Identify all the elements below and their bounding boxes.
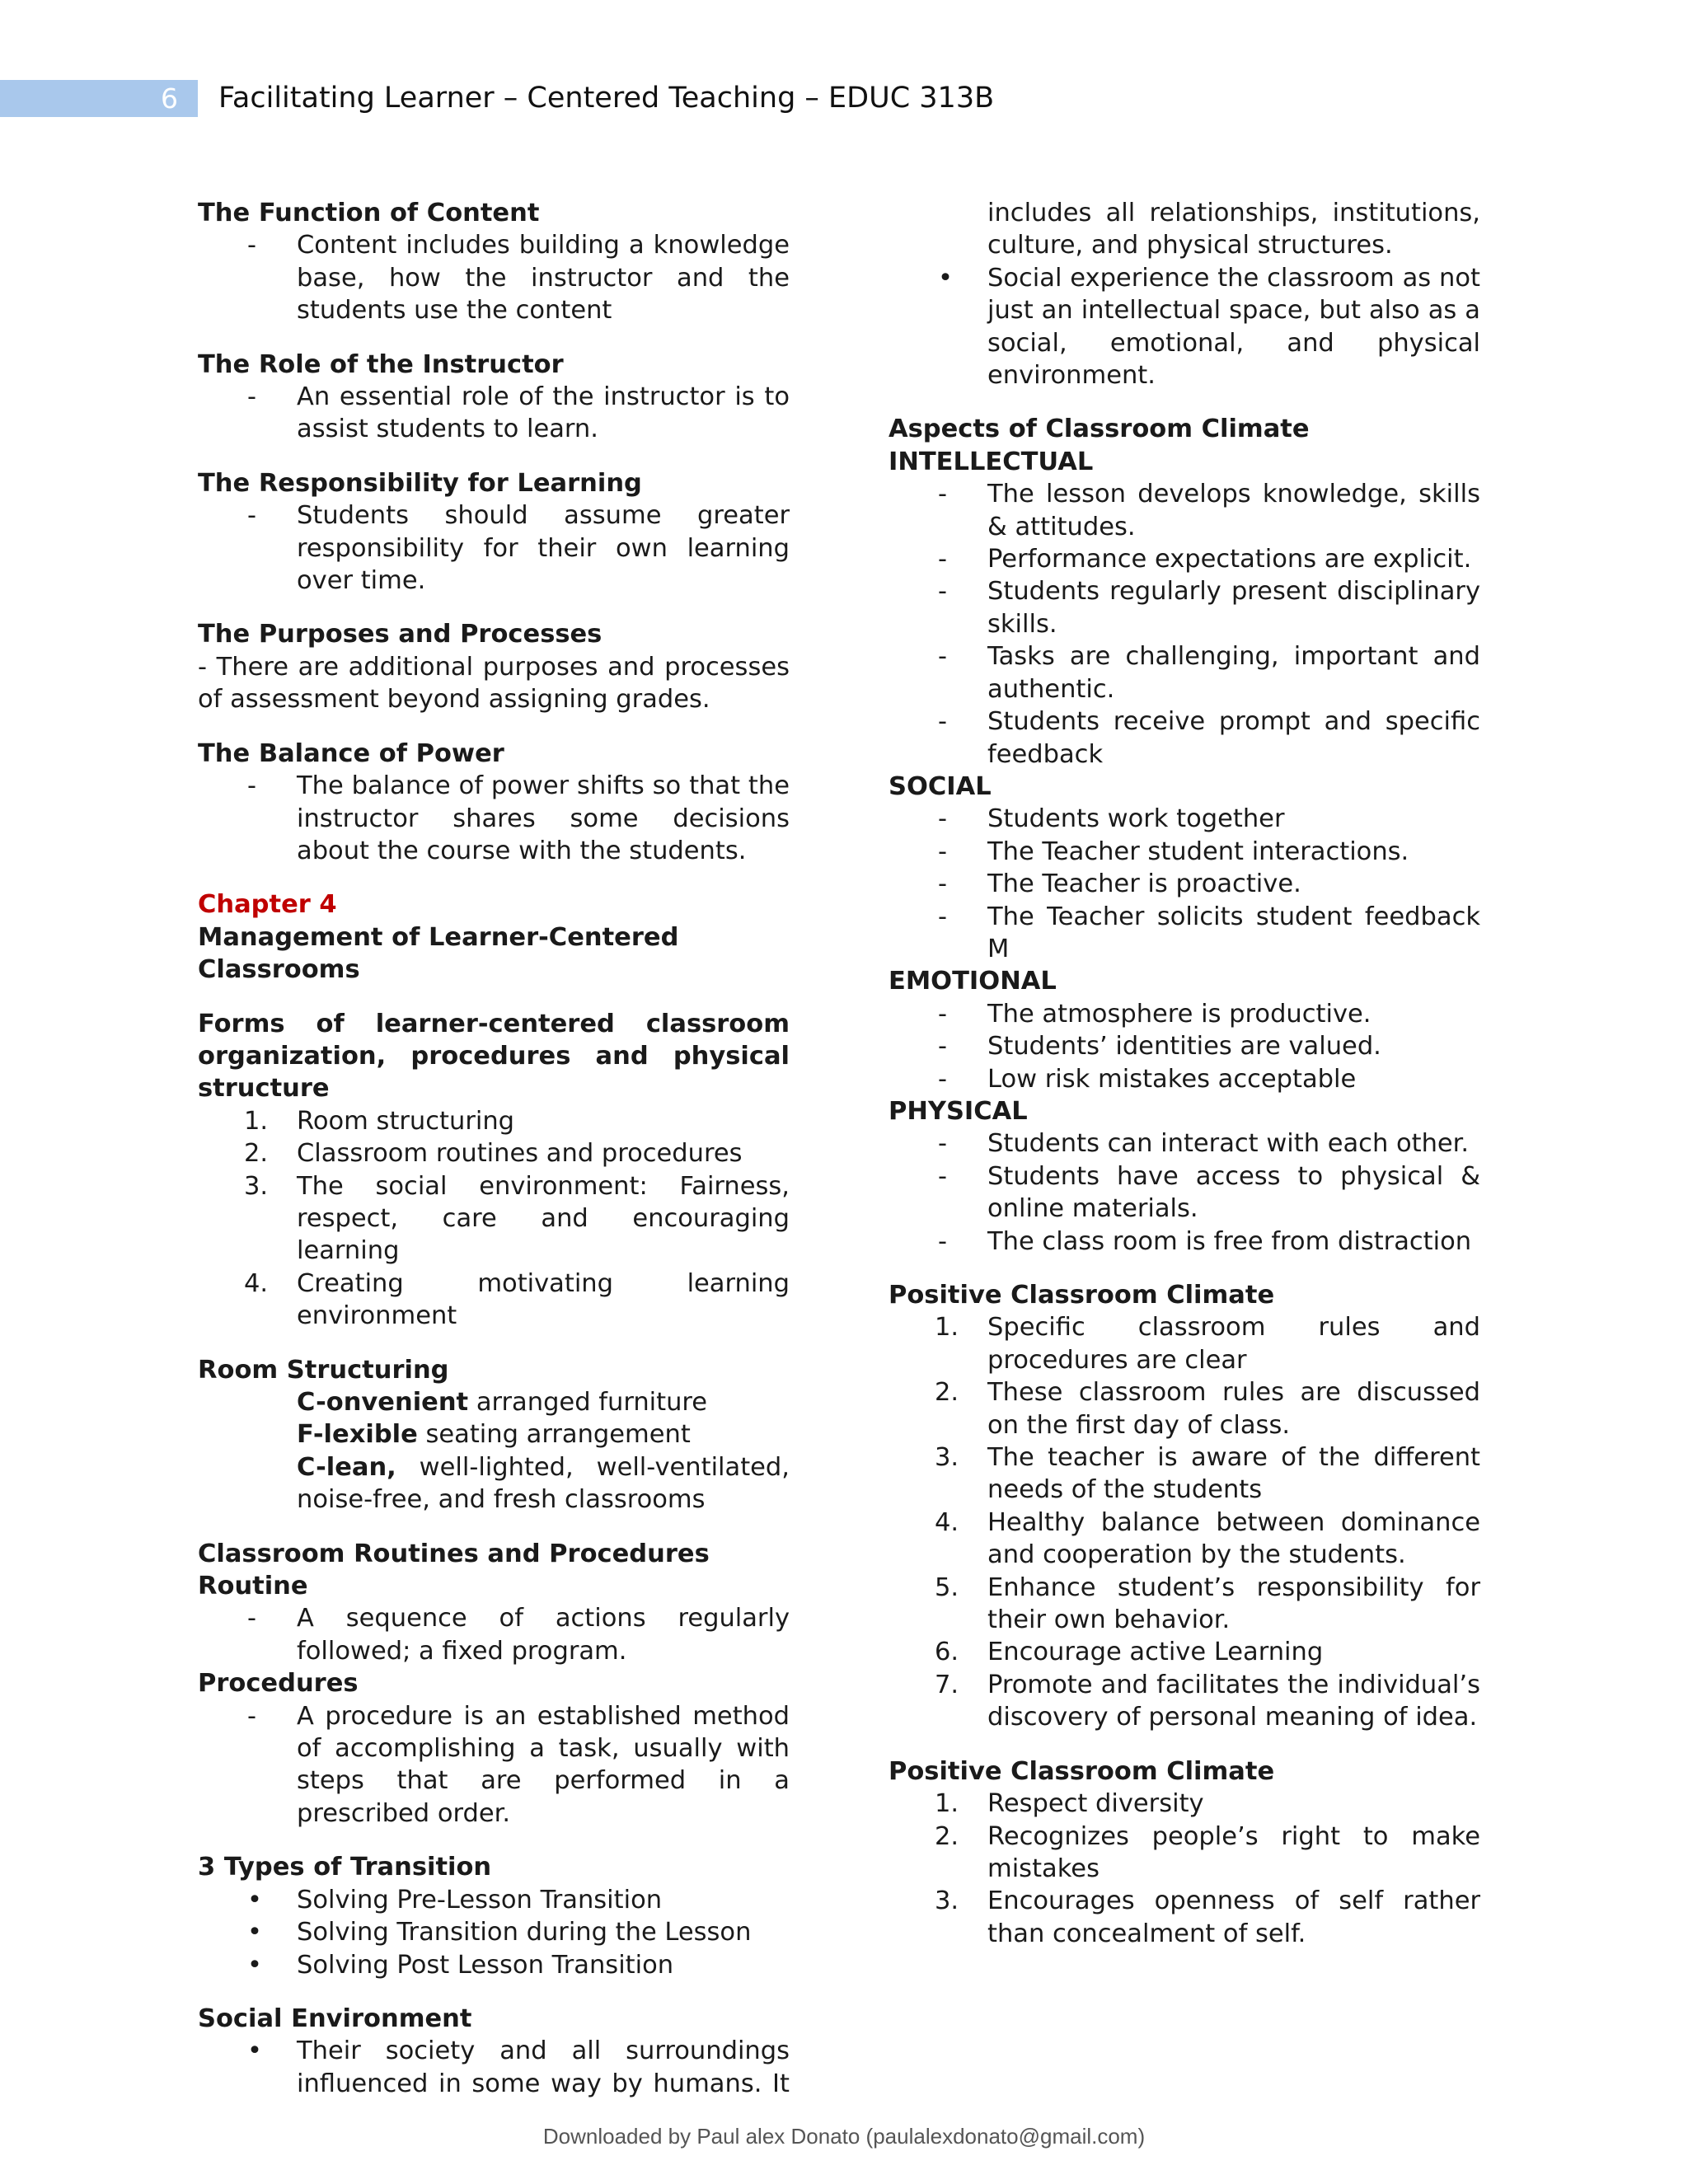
dash-item: - Students should assume greater responsibility for their own learning over time. (247, 501, 790, 596)
dash-item: - Content includes building a knowledge base, how the instructor and the students use the content (247, 231, 790, 326)
room-line: C-onvenient arranged furniture (297, 1388, 708, 1417)
numbered-item: 4. Healthy balance between dominance and cooperation by the students. (935, 1507, 1480, 1570)
numbered-item: 2. Recognizes people’s right to make mistakes (935, 1821, 1480, 1883)
dash-item: - The lesson develops knowledge, skills & attitudes. (938, 480, 1480, 541)
header-title: Facilitating Learner – Centered Teaching – EDUC 313B (218, 82, 995, 115)
subheading: Procedures (198, 1669, 359, 1699)
numbered-item: 3. The teacher is aware of the different needs of the students (935, 1443, 1480, 1505)
section-heading: The Responsibility for Learning (198, 468, 642, 498)
numbered-item: 4. Creating motivating learning environment (244, 1268, 790, 1331)
bullet-item: • Solving Pre-Lesson Transition (247, 1885, 663, 1915)
paragraph: - There are additional purposes and processes of assessment beyond assigning grades. (198, 652, 790, 715)
dash-item: - Performance expectations are explicit. (938, 545, 1472, 574)
dash-item: - Tasks are challenging, important and authentic. (938, 642, 1480, 704)
section-heading: 3 Types of Transition (198, 1853, 492, 1882)
dash-item: - Low risk mistakes acceptable (938, 1064, 1357, 1094)
dash-item: - The Teacher solicits student feedback M (938, 902, 1480, 963)
numbered-item: 1. Room structuring (244, 1106, 515, 1136)
subheading: SOCIAL (889, 771, 992, 801)
numbered-item: 7. Promote and facilitates the individual’s discovery of personal meaning of idea. (935, 1670, 1480, 1732)
section-heading: Aspects of Classroom Climate (889, 415, 1310, 444)
left-column (198, 197, 790, 2100)
numbered-item: 3. The social environment: Fairness, respect, care and encouraging learning (244, 1171, 790, 1266)
continuation-text: includes all relationships, institutions, culture, and physical structures. (987, 199, 1480, 260)
page-number: 6 (0, 80, 198, 117)
section-heading: Positive Classroom Climate (889, 1281, 1275, 1310)
numbered-item: 1. Specific classroom rules and procedures are clear (935, 1313, 1480, 1375)
dash-item: - The Teacher student interactions. (938, 837, 1409, 866)
numbered-item: 2. Classroom routines and procedures (244, 1139, 743, 1169)
dash-item: - Students can interact with each other. (938, 1129, 1470, 1159)
download-footer: Downloaded by Paul alex Donato (paulalexdonato@gmail.com) (542, 2124, 1146, 2149)
bullet-item: • Social experience the classroom as not just an intellectual space, but also as a social, emotional, and physical environment. (938, 263, 1480, 391)
dash-item: - Students’ identities are valued. (938, 1032, 1381, 1062)
dash-item: - An essential role of the instructor is to assist students to learn. (247, 382, 790, 444)
chapter-label: Chapter 4 (198, 890, 337, 920)
subheading: INTELLECTUAL (889, 447, 1094, 476)
numbered-item: 3. Encourages openness of self rather than concealment of self. (935, 1886, 1480, 1948)
subheading: EMOTIONAL (889, 967, 1057, 996)
dash-item: - The balance of power shifts so that the instructor shares some decisions about the course with the students. (247, 771, 790, 865)
section-heading: Positive Classroom Climate (889, 1756, 1275, 1786)
dash-item: - A sequence of actions regularly followed; a fixed program. (247, 1604, 790, 1666)
dash-item: - Students have access to physical & online materials. (938, 1161, 1480, 1224)
section-heading: The Role of the Instructor (198, 349, 564, 379)
numbered-item: 5. Enhance student’s responsibility for their own behavior. (935, 1572, 1480, 1635)
dash-item: - The Teacher is proactive. (938, 869, 1301, 899)
section-heading: Social Environment (198, 2004, 472, 2033)
bullet-item: • Solving Transition during the Lesson (247, 1918, 752, 1947)
section-heading: The Purposes and Processes (198, 620, 603, 649)
section-heading: Forms of learner-centered classroom organization, procedures and physical structure (198, 1009, 790, 1104)
right-column (889, 197, 1480, 1950)
section-heading: The Function of Content (198, 199, 540, 227)
chapter-title: Management of Learner-Centered Classrooms (198, 922, 679, 985)
dash-item: - A procedure is an established method of accomplishing a task, usually with steps that are performed in a prescribed order. (247, 1701, 790, 1828)
dash-item: - Students regularly present disciplinary skills. (938, 577, 1480, 639)
numbered-item: 6. Encourage active Learning (935, 1638, 1324, 1667)
subheading: Routine (198, 1572, 308, 1601)
bullet-item: • Solving Post Lesson Transition (247, 1950, 674, 1980)
section-heading: The Balance of Power (198, 738, 504, 768)
page-header (0, 80, 995, 117)
numbered-item: 1. Respect diversity (935, 1789, 1204, 1819)
room-line: C-lean, well-lighted, well-ventilated, noise-free, and fresh classrooms (297, 1452, 790, 1515)
subheading: PHYSICAL (889, 1096, 1028, 1126)
dash-item: - Students work together (938, 804, 1285, 834)
room-line: F-lexible seating arrangement (297, 1420, 691, 1450)
section-heading: Room Structuring (198, 1355, 449, 1385)
section-heading: Classroom Routines and Procedures (198, 1539, 710, 1568)
dash-item: - The atmosphere is productive. (938, 999, 1372, 1029)
dash-item: - Students receive prompt and specific feedback (938, 707, 1480, 769)
bullet-item: • Their society and all surroundings influenced in some way by humans. It (247, 2036, 790, 2098)
dash-item: - The class room is free from distraction (938, 1226, 1472, 1256)
numbered-item: 2. These classroom rules are discussed on the first day of class. (935, 1378, 1480, 1440)
